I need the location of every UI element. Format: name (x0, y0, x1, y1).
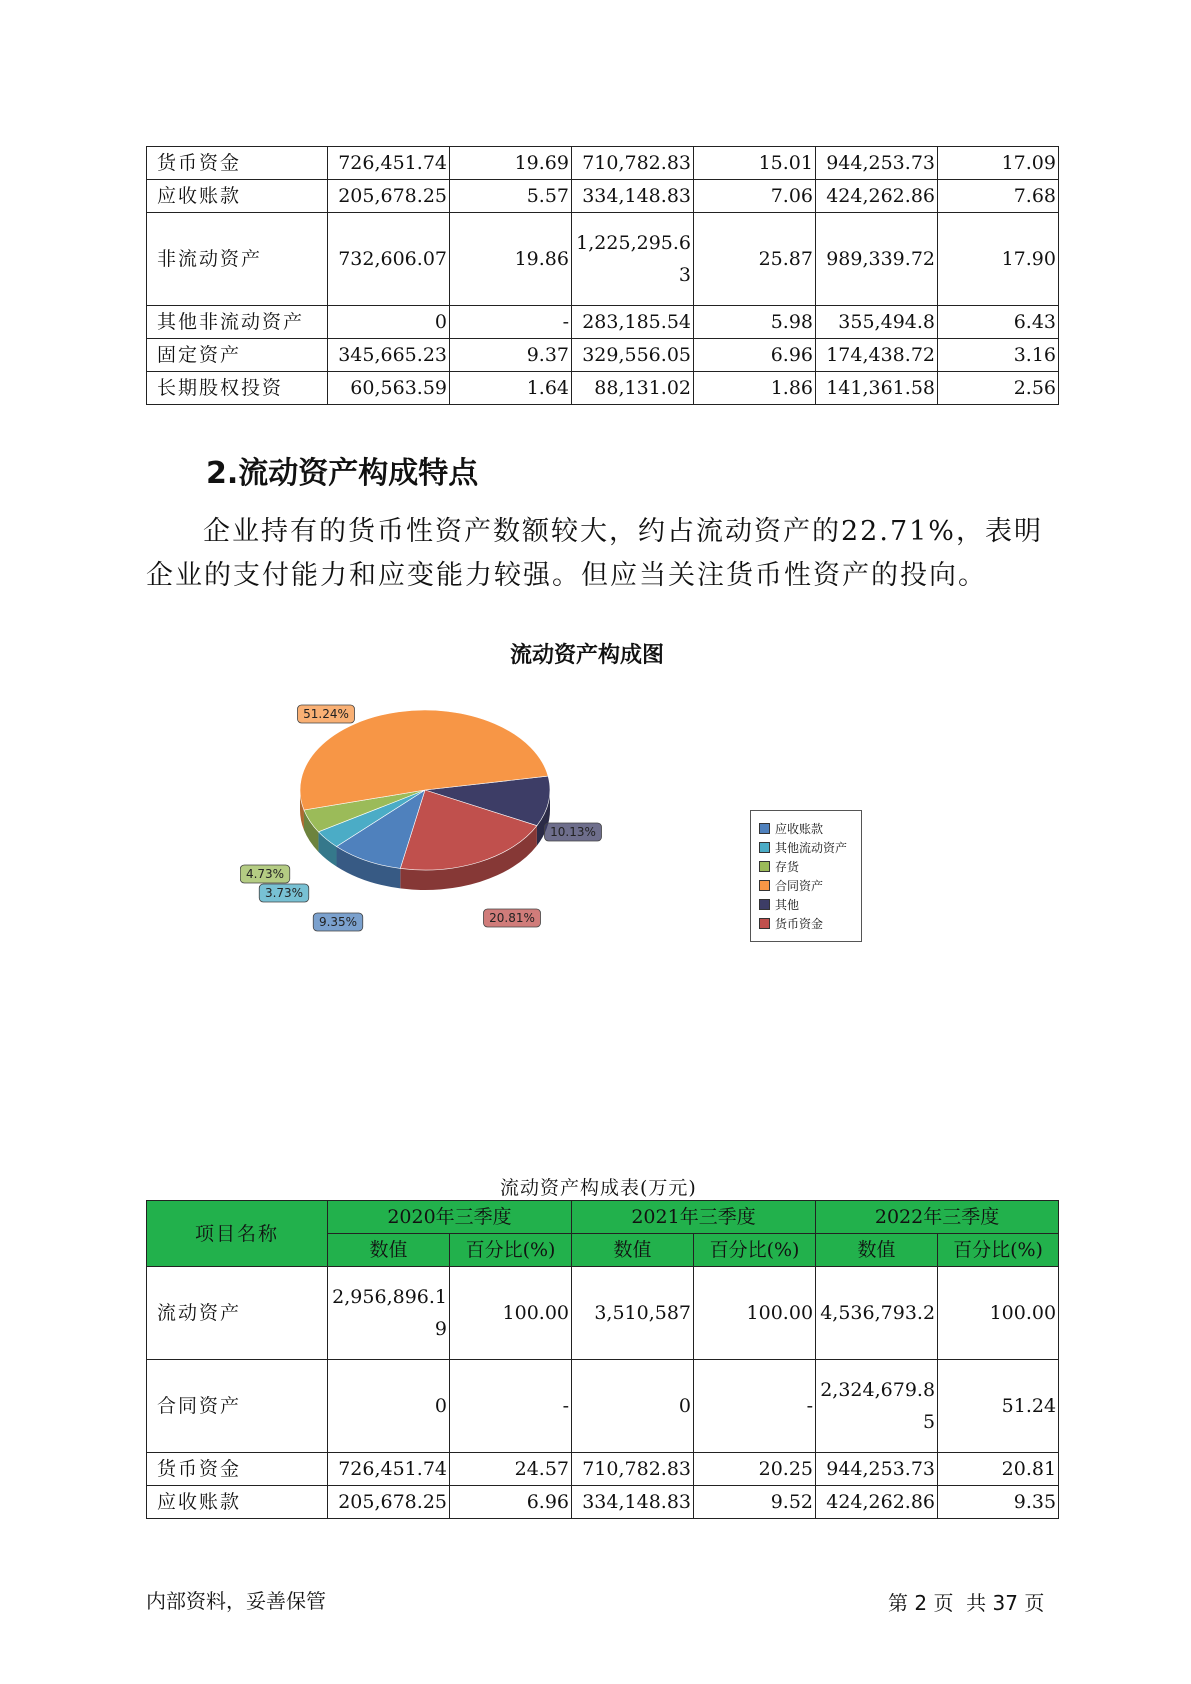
value-cell: 0 (328, 306, 450, 339)
value-cell: 334,148.83 (572, 180, 694, 213)
data-label: 10.13% (550, 825, 596, 839)
percent-cell: - (450, 306, 572, 339)
header-pct: 百分比(%) (694, 1234, 816, 1267)
value-cell: 2,324,679.85 (816, 1360, 938, 1453)
table-row (147, 372, 1059, 405)
table-row (147, 1453, 1059, 1486)
value-cell: 88,131.02 (572, 372, 694, 405)
percent-cell: 19.69 (450, 147, 572, 180)
header-year-2022: 2022年三季度 (816, 1201, 1059, 1234)
row-label: 应收账款 (147, 1486, 328, 1519)
percent-cell: 19.86 (450, 213, 572, 306)
legend-label: 货币资金 (775, 917, 824, 931)
chart-legend (750, 810, 862, 942)
legend-label: 合同资产 (775, 879, 824, 893)
percent-cell: 51.24 (938, 1360, 1059, 1453)
value-cell: 0 (572, 1360, 694, 1453)
legend-label: 存货 (775, 860, 800, 874)
legend-swatch (759, 823, 770, 834)
value-cell: 726,451.74 (328, 1453, 450, 1486)
percent-cell: 24.57 (450, 1453, 572, 1486)
legend-label: 其他流动资产 (775, 841, 848, 855)
percent-cell: 5.98 (694, 306, 816, 339)
row-label: 流动资产 (147, 1267, 328, 1360)
header-value: 数值 (572, 1234, 694, 1267)
legend-item (759, 819, 861, 838)
value-cell: 345,665.23 (328, 339, 450, 372)
percent-cell: - (450, 1360, 572, 1453)
header-value: 数值 (328, 1234, 450, 1267)
current-asset-table (146, 1200, 1059, 1519)
legend-label: 应收账款 (775, 822, 824, 836)
table-row (147, 1360, 1059, 1453)
percent-cell: 9.52 (694, 1486, 816, 1519)
percent-cell: 1.86 (694, 372, 816, 405)
percent-cell: 20.81 (938, 1453, 1059, 1486)
value-cell: 283,185.54 (572, 306, 694, 339)
legend-item (759, 914, 861, 933)
value-cell: 60,563.59 (328, 372, 450, 405)
legend-item (759, 895, 861, 914)
percent-cell: - (694, 1360, 816, 1453)
percent-cell: 6.96 (694, 339, 816, 372)
legend-item (759, 876, 861, 895)
value-cell: 3,510,587 (572, 1267, 694, 1360)
value-cell: 334,148.83 (572, 1486, 694, 1519)
footer-page-number: 第 2 页 共 37 页 (888, 1591, 1045, 1615)
value-cell: 355,494.8 (816, 306, 938, 339)
table-row (147, 306, 1059, 339)
chart-title: 流动资产构成图 (510, 643, 665, 668)
percent-cell: 6.43 (938, 306, 1059, 339)
value-cell: 329,556.05 (572, 339, 694, 372)
value-cell: 2,956,896.19 (328, 1267, 450, 1360)
percent-cell: 17.09 (938, 147, 1059, 180)
value-cell: 710,782.83 (572, 1453, 694, 1486)
value-cell: 424,262.86 (816, 180, 938, 213)
legend-label: 其他 (775, 898, 800, 912)
legend-swatch (759, 880, 770, 891)
row-label: 非流动资产 (147, 213, 328, 306)
table-row (147, 180, 1059, 213)
header-value: 数值 (816, 1234, 938, 1267)
value-cell: 4,536,793.2 (816, 1267, 938, 1360)
value-cell: 989,339.72 (816, 213, 938, 306)
footer-note: 内部资料，妥善保管 (146, 1589, 326, 1613)
legend-item (759, 838, 861, 857)
data-label: 51.24% (303, 707, 349, 721)
row-label: 其他非流动资产 (147, 306, 328, 339)
percent-cell: 17.90 (938, 213, 1059, 306)
analysis-paragraph: 企业持有的货币性资产数额较大，约占流动资产的22.71%，表明企业的支付能力和应变能力较强。但应当关注货币性资产的投向。 (146, 516, 1043, 591)
value-cell: 726,451.74 (328, 147, 450, 180)
table-row (147, 339, 1059, 372)
row-label: 固定资产 (147, 339, 328, 372)
percent-cell: 100.00 (694, 1267, 816, 1360)
data-label: 4.73% (245, 867, 285, 881)
legend-swatch (759, 899, 770, 910)
percent-cell: 9.37 (450, 339, 572, 372)
data-label: 20.81% (489, 911, 535, 925)
value-cell: 1,225,295.63 (572, 213, 694, 306)
percent-cell: 3.16 (938, 339, 1059, 372)
value-cell: 141,361.58 (816, 372, 938, 405)
percent-cell: 9.35 (938, 1486, 1059, 1519)
header-pct: 百分比(%) (938, 1234, 1059, 1267)
percent-cell: 7.06 (694, 180, 816, 213)
header-pct: 百分比(%) (450, 1234, 572, 1267)
row-label: 合同资产 (147, 1360, 328, 1453)
percent-cell: 100.00 (938, 1267, 1059, 1360)
legend-swatch (759, 918, 770, 929)
row-label: 应收账款 (147, 180, 328, 213)
percent-cell: 1.64 (450, 372, 572, 405)
value-cell: 205,678.25 (328, 180, 450, 213)
table-row (147, 1486, 1059, 1519)
header-year-2021: 2021年三季度 (572, 1201, 816, 1234)
value-cell: 944,253.73 (816, 1453, 938, 1486)
table-row (147, 1267, 1059, 1360)
row-label: 货币资金 (147, 147, 328, 180)
data-label: 3.73% (264, 886, 304, 900)
value-cell: 424,262.86 (816, 1486, 938, 1519)
header-year-2020: 2020年三季度 (328, 1201, 572, 1234)
row-label: 货币资金 (147, 1453, 328, 1486)
percent-cell: 15.01 (694, 147, 816, 180)
percent-cell: 100.00 (450, 1267, 572, 1360)
data-label: 9.35% (318, 915, 358, 929)
percent-cell: 6.96 (450, 1486, 572, 1519)
percent-cell: 25.87 (694, 213, 816, 306)
row-label: 长期股权投资 (147, 372, 328, 405)
section-heading: 2.流动资产构成特点 (206, 456, 479, 491)
percent-cell: 2.56 (938, 372, 1059, 405)
legend-swatch (759, 861, 770, 872)
asset-table-top (146, 146, 1059, 405)
value-cell: 0 (328, 1360, 450, 1453)
percent-cell: 7.68 (938, 180, 1059, 213)
percent-cell: 5.57 (450, 180, 572, 213)
value-cell: 710,782.83 (572, 147, 694, 180)
value-cell: 205,678.25 (328, 1486, 450, 1519)
table-row (147, 213, 1059, 306)
value-cell: 944,253.73 (816, 147, 938, 180)
table-row (147, 147, 1059, 180)
legend-item (759, 857, 861, 876)
value-cell: 174,438.72 (816, 339, 938, 372)
percent-cell: 20.25 (694, 1453, 816, 1486)
header-item-name: 项目名称 (147, 1201, 328, 1267)
table-caption: 流动资产构成表(万元) (500, 1177, 697, 1199)
legend-swatch (759, 842, 770, 853)
value-cell: 732,606.07 (328, 213, 450, 306)
